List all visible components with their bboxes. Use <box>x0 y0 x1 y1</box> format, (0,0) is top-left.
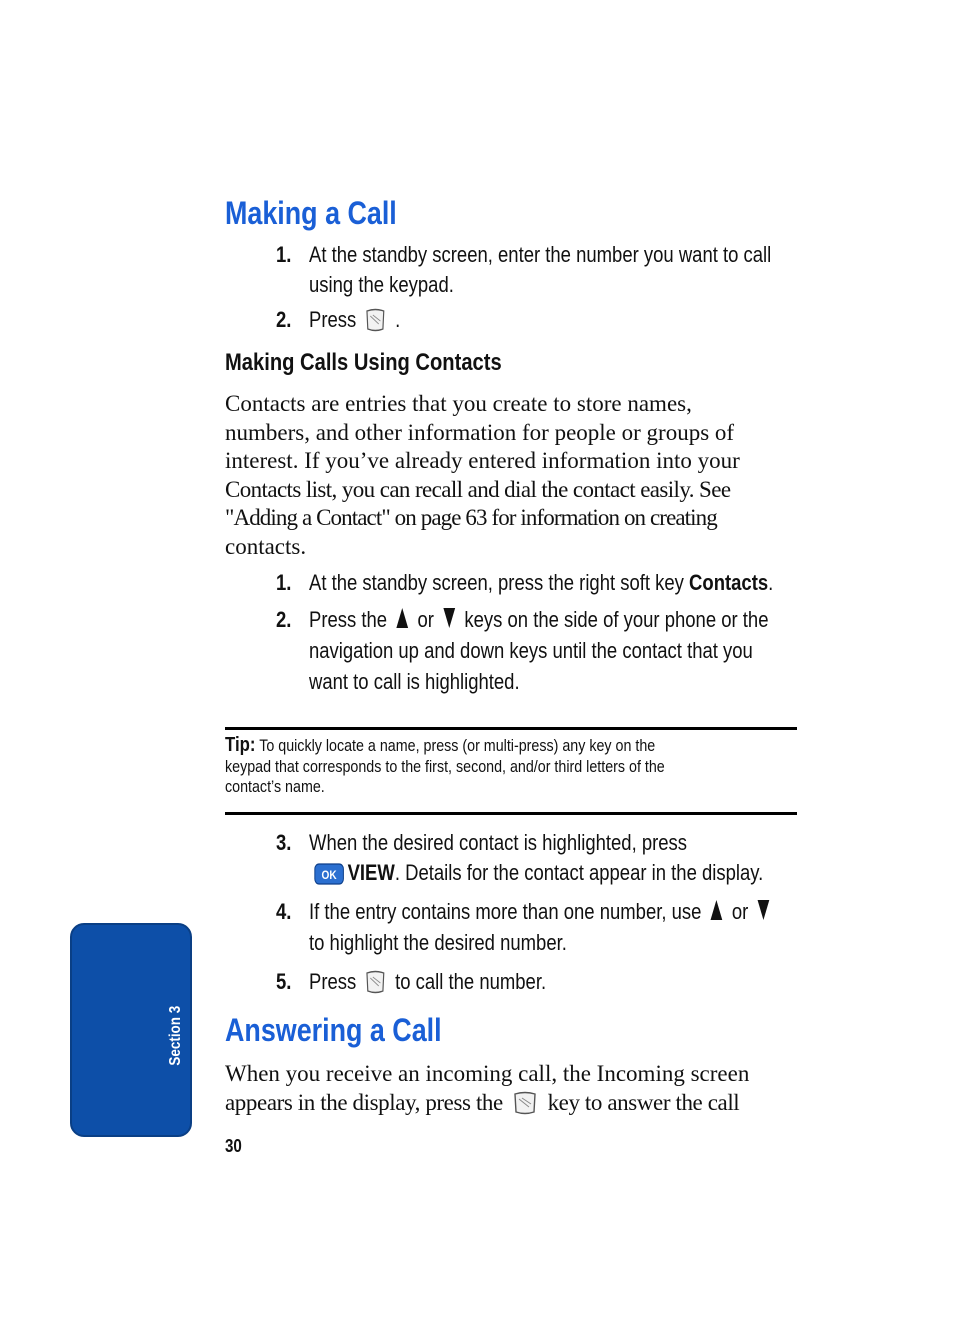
section-title-answering-a-call: Answering a Call <box>225 1012 442 1048</box>
tip-bottom-rule <box>225 812 797 815</box>
tip-top-rule <box>225 727 797 730</box>
page-number: 30 <box>225 1136 242 1156</box>
step-3-contacts: 3. When the desired contact is highlighted, press OK VIEW. Details for the contact appear in the display. <box>276 830 764 885</box>
up-arrow-icon <box>396 607 409 629</box>
down-arrow-icon <box>442 607 455 629</box>
ok-key-icon <box>314 863 344 885</box>
section-title-making-a-call: Making a Call <box>225 195 397 231</box>
step-1-making-call: 1. At the standby screen, enter the number you want to call using the keypad. <box>276 242 772 297</box>
subsection-title-contacts: Making Calls Using Contacts <box>225 349 502 376</box>
section-tab-label: Section 3 <box>167 1005 184 1066</box>
answering-paragraph: When you receive an incoming call, the Incoming screen appears in the display, press the key to answer the call <box>225 1061 750 1115</box>
step-4-contacts: 4. If the entry contains more than one number, use or to highlight the desired number. <box>276 897 806 959</box>
down-arrow-icon <box>757 899 770 921</box>
step-1-contacts: 1. At the standby screen, press the right soft key Contacts. <box>276 570 774 595</box>
step-2-making-call: 2. Press . <box>276 307 401 332</box>
step-5-contacts: 5. Press to call the number. <box>276 969 547 994</box>
svg-text:OK: OK <box>321 869 337 883</box>
step-2-contacts: 2. Press the or keys on the side of your phone or the navigation up and down keys until the contact that you want to call is highlighted. <box>276 607 769 694</box>
send-key-icon <box>512 1090 538 1116</box>
up-arrow-icon <box>710 899 723 921</box>
contacts-paragraph: Contacts are entries that you create to store names, numbers, and other information for people or groups of interest. If you’ve already entered information into your Contacts list, you can recall and dial the contact easily. See "Adding a Contact" on page 63 for information on creating contacts. <box>225 391 740 559</box>
send-key-icon <box>365 969 387 995</box>
send-key-icon <box>365 307 387 333</box>
tip-box: Tip: To quickly locate a name, press (or multi-press) any key on the keypad that corresponds to the first, second, and/or third letters of the contact’s name. <box>225 734 665 796</box>
